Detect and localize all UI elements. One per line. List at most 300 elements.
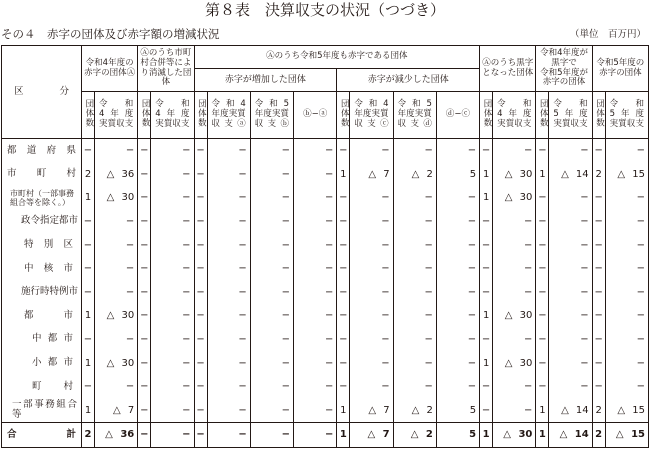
cell-count: −: [138, 375, 151, 399]
cell-amount: △ 7: [350, 399, 393, 423]
cell-count: −: [592, 139, 605, 163]
cell-amount: −: [393, 304, 436, 328]
cell-count: −: [337, 351, 350, 375]
cell-amount: −: [549, 186, 592, 210]
cell-amount: −: [207, 233, 250, 257]
table-row: [2, 139, 649, 163]
cell-amount: −: [151, 186, 194, 210]
col-header-text: 団体数: [339, 98, 350, 128]
row-label-text: 中核市: [24, 262, 73, 274]
row-label-text: 都市: [24, 309, 73, 321]
cell-amount: △ 2: [393, 423, 436, 448]
cell-amount: −: [436, 375, 479, 399]
cell-amount: −: [436, 257, 479, 281]
cell-amount: −: [207, 139, 250, 163]
cell-amount: −: [294, 186, 337, 210]
group-header-still-deficit: Ⓐのうち令和5年度も赤字である団体: [194, 46, 480, 69]
cell-amount: −: [250, 139, 293, 163]
cell-amount: −: [250, 328, 293, 352]
cell-count: 1: [480, 163, 493, 187]
group-header-deficit-r5: 令和5年度の 赤字の団体: [592, 46, 648, 92]
cell-amount: −: [350, 257, 393, 281]
cell-count: 2: [592, 163, 605, 187]
col-header-text: 令和4 年度実質 収支ⓐ: [211, 99, 246, 129]
cell-amount: −: [207, 351, 250, 375]
row-label: [2, 257, 82, 281]
cell-amount: −: [294, 257, 337, 281]
cell-amount: −: [393, 351, 436, 375]
cell-amount: −: [436, 351, 479, 375]
cell-amount: −: [294, 304, 337, 328]
cell-amount: −: [350, 139, 393, 163]
cell-amount: −: [294, 375, 337, 399]
cell-count: 1: [82, 304, 95, 328]
row-label: [2, 210, 82, 234]
cell-count: −: [337, 375, 350, 399]
cell-amount: −: [294, 139, 337, 163]
cell-amount: −: [605, 139, 648, 163]
row-label-text: 一部事務組合等: [12, 398, 77, 421]
row-label: [2, 139, 82, 163]
cell-amount: −: [250, 233, 293, 257]
cell-amount: −: [493, 257, 536, 281]
cell-count: −: [536, 375, 549, 399]
cell-count: −: [138, 233, 151, 257]
cell-count: −: [82, 257, 95, 281]
cell-amount: −: [549, 351, 592, 375]
cell-count: 1: [337, 423, 350, 448]
row-label: [2, 163, 82, 187]
table-subtitle: その４ 赤字の団体及び赤字額の増減状況: [1, 27, 220, 41]
cell-amount: −: [95, 281, 138, 305]
cell-count: −: [480, 233, 493, 257]
col-header-amount: [151, 92, 194, 139]
col-header-count: [592, 92, 605, 139]
cell-amount: △ 36: [95, 163, 138, 187]
col-header-amount: [250, 92, 293, 139]
cell-amount: −: [605, 281, 648, 305]
cell-count: −: [592, 210, 605, 234]
cell-amount: −: [605, 375, 648, 399]
row-label: [2, 328, 82, 352]
cell-count: −: [337, 281, 350, 305]
cell-count: −: [194, 163, 207, 187]
cell-amount: −: [151, 375, 194, 399]
cell-amount: −: [95, 257, 138, 281]
col-header-text: 令和4 年度実質 収支ⓒ: [354, 99, 389, 129]
col-header-count: [194, 92, 207, 139]
col-header-text: 団体数: [538, 98, 549, 128]
cell-count: −: [480, 328, 493, 352]
cell-count: −: [480, 281, 493, 305]
cell-amount: −: [95, 233, 138, 257]
group-header-turned-surplus: Ⓐのうち黒字 となった団体: [480, 46, 536, 92]
cell-amount: △ 15: [605, 399, 648, 423]
row-label-text: 政令指定都市: [21, 215, 79, 227]
cell-count: 1: [82, 399, 95, 423]
cell-count: −: [194, 186, 207, 210]
cell-count: −: [194, 351, 207, 375]
cell-amount: −: [250, 257, 293, 281]
col-header-text: 令和 5年度 実質収支: [553, 99, 588, 129]
col-header-text: 令和 4年度 実質収支: [155, 99, 190, 129]
col-header-text: 令和 4年度 実質収支: [99, 99, 134, 129]
row-label-text: 都道府県: [7, 144, 76, 156]
table-row: [2, 257, 649, 281]
cell-count: −: [592, 375, 605, 399]
cell-amount: −: [393, 210, 436, 234]
cell-amount: −: [151, 163, 194, 187]
subgroup-header-increase: 赤字が増加した団体: [194, 69, 337, 92]
cell-amount: −: [250, 375, 293, 399]
cell-count: 1: [480, 304, 493, 328]
cell-count: −: [194, 281, 207, 305]
cell-count: −: [337, 328, 350, 352]
cell-amount: −: [250, 304, 293, 328]
cell-amount: △ 14: [549, 163, 592, 187]
cell-amount: −: [350, 375, 393, 399]
cell-amount: −: [294, 281, 337, 305]
cell-count: 1: [480, 423, 493, 448]
cell-count: 1: [536, 423, 549, 448]
row-label: [2, 351, 82, 375]
cell-amount: −: [549, 233, 592, 257]
col-header-text: 団体数: [196, 98, 207, 128]
cell-count: −: [592, 351, 605, 375]
row-label: [2, 281, 82, 305]
cell-count: 1: [480, 351, 493, 375]
cell-count: −: [536, 351, 549, 375]
cell-count: −: [194, 328, 207, 352]
cell-count: −: [480, 257, 493, 281]
col-header-count: [337, 92, 350, 139]
row-label: [2, 423, 82, 448]
cell-amount: −: [605, 257, 648, 281]
cell-amount: △ 15: [605, 423, 648, 448]
col-header-count: [82, 92, 95, 139]
cell-count: −: [592, 257, 605, 281]
cell-amount: △ 30: [493, 163, 536, 187]
cell-count: 2: [592, 423, 605, 448]
cell-amount: −: [436, 186, 479, 210]
cell-amount: −: [549, 304, 592, 328]
cell-amount: −: [151, 233, 194, 257]
cell-count: −: [480, 139, 493, 163]
cell-count: −: [536, 139, 549, 163]
cell-count: 2: [82, 163, 95, 187]
col-header-text: 団体数: [594, 98, 605, 128]
cell-amount: −: [393, 375, 436, 399]
col-header-text: 団体数: [83, 98, 94, 128]
cell-amount: −: [549, 139, 592, 163]
table-row: [2, 423, 649, 448]
cell-count: −: [337, 210, 350, 234]
cell-amount: −: [250, 351, 293, 375]
cell-amount: △ 14: [549, 399, 592, 423]
row-label-text: 合計: [7, 428, 76, 440]
cell-count: 2: [82, 423, 95, 448]
cell-amount: −: [250, 423, 293, 448]
cell-amount: −: [294, 399, 337, 423]
cell-amount: −: [605, 351, 648, 375]
cell-count: −: [138, 304, 151, 328]
cell-amount: −: [250, 210, 293, 234]
cell-amount: −: [605, 233, 648, 257]
cell-amount: −: [393, 139, 436, 163]
row-label: [2, 375, 82, 399]
cell-amount: −: [151, 304, 194, 328]
cell-amount: −: [207, 304, 250, 328]
group-header-new-deficit: 令和4年度が 黒字で 令和5年度が 赤字の団体: [536, 46, 592, 92]
col-header-amount: [207, 92, 250, 139]
cell-count: −: [480, 399, 493, 423]
col-header-amount: [95, 92, 138, 139]
unit-note: （単位 百万円）: [569, 29, 646, 40]
cell-amount: △ 30: [95, 186, 138, 210]
col-header-text: 令和5 年度実質 収支ⓓ: [397, 99, 432, 129]
cell-amount: −: [95, 328, 138, 352]
table-row: [2, 163, 649, 187]
cell-amount: △ 14: [549, 423, 592, 448]
cell-count: −: [536, 257, 549, 281]
cell-count: 2: [592, 399, 605, 423]
cell-amount: −: [493, 139, 536, 163]
cell-amount: −: [350, 281, 393, 305]
row-header-text: 区分: [14, 85, 69, 97]
cell-amount: −: [493, 328, 536, 352]
cell-amount: −: [605, 304, 648, 328]
cell-amount: △ 30: [493, 423, 536, 448]
cell-count: −: [337, 186, 350, 210]
cell-amount: −: [436, 233, 479, 257]
cell-amount: △ 7: [350, 423, 393, 448]
cell-amount: −: [493, 375, 536, 399]
cell-amount: −: [151, 399, 194, 423]
cell-amount: −: [207, 375, 250, 399]
table-row: [2, 210, 649, 234]
cell-amount: △ 7: [350, 163, 393, 187]
cell-amount: △ 30: [493, 186, 536, 210]
cell-amount: −: [95, 375, 138, 399]
cell-amount: −: [250, 281, 293, 305]
cell-count: −: [337, 233, 350, 257]
cell-count: −: [138, 139, 151, 163]
cell-amount: −: [605, 328, 648, 352]
cell-amount: −: [350, 233, 393, 257]
cell-amount: −: [95, 139, 138, 163]
cell-count: −: [592, 281, 605, 305]
cell-amount: △ 30: [95, 351, 138, 375]
table-row: [2, 281, 649, 305]
row-label-text: 市町村（一部事務組合等を除く。）: [10, 188, 74, 207]
col-header-text: 団体数: [482, 98, 492, 128]
cell-amount: −: [151, 281, 194, 305]
cell-amount: −: [549, 375, 592, 399]
col-header-text: 令和 5年度 実質収支: [609, 99, 644, 129]
cell-count: −: [536, 328, 549, 352]
cell-count: −: [138, 281, 151, 305]
cell-amount: −: [393, 233, 436, 257]
cell-amount: −: [250, 186, 293, 210]
col-header-text: 令和5 年度実質 収支ⓑ: [254, 99, 290, 129]
cell-count: −: [337, 257, 350, 281]
table-row: [2, 233, 649, 257]
cell-amount: −: [294, 233, 337, 257]
group-header-deficit-r4: 令和4年度の 赤字の団体Ⓐ: [82, 46, 138, 92]
cell-amount: −: [294, 210, 337, 234]
cell-amount: −: [549, 257, 592, 281]
cell-amount: −: [350, 304, 393, 328]
cell-amount: −: [350, 210, 393, 234]
cell-count: −: [536, 186, 549, 210]
table-row: [2, 186, 649, 210]
cell-count: 1: [536, 399, 549, 423]
cell-amount: −: [294, 328, 337, 352]
cell-count: 1: [82, 186, 95, 210]
cell-amount: 5: [436, 399, 479, 423]
cell-amount: −: [436, 304, 479, 328]
cell-amount: −: [207, 210, 250, 234]
cell-amount: −: [207, 328, 250, 352]
deficit-table: [1, 45, 649, 448]
col-header-amount: [350, 92, 393, 139]
row-header: [2, 46, 82, 139]
col-header-amount: [393, 92, 436, 139]
cell-amount: −: [493, 281, 536, 305]
col-header-text: 団体数: [140, 98, 151, 128]
cell-amount: −: [207, 281, 250, 305]
cell-count: −: [592, 304, 605, 328]
cell-amount: △ 30: [95, 304, 138, 328]
row-label-text: 市町村: [7, 168, 76, 180]
cell-amount: −: [493, 210, 536, 234]
cell-amount: △ 15: [605, 163, 648, 187]
cell-count: −: [138, 163, 151, 187]
cell-count: −: [194, 375, 207, 399]
cell-amount: −: [350, 351, 393, 375]
cell-count: 1: [82, 351, 95, 375]
row-label: [2, 233, 82, 257]
cell-count: −: [536, 210, 549, 234]
cell-amount: −: [151, 423, 194, 448]
cell-count: −: [337, 139, 350, 163]
cell-amount: −: [493, 233, 536, 257]
table-header: [2, 46, 649, 139]
cell-count: −: [480, 210, 493, 234]
table-row: [2, 351, 649, 375]
cell-amount: −: [151, 328, 194, 352]
cell-amount: −: [393, 281, 436, 305]
cell-count: −: [194, 233, 207, 257]
cell-amount: 5: [436, 423, 479, 448]
cell-count: −: [536, 281, 549, 305]
cell-count: −: [82, 375, 95, 399]
cell-amount: −: [207, 257, 250, 281]
cell-amount: −: [151, 139, 194, 163]
cell-count: −: [194, 423, 207, 448]
cell-count: −: [138, 328, 151, 352]
cell-count: 1: [536, 163, 549, 187]
cell-amount: △ 7: [95, 399, 138, 423]
cell-count: −: [82, 233, 95, 257]
cell-count: −: [194, 399, 207, 423]
cell-count: −: [536, 304, 549, 328]
table-row: [2, 399, 649, 423]
cell-amount: −: [207, 423, 250, 448]
cell-count: −: [194, 210, 207, 234]
row-label-text: 施行時特例市: [21, 286, 79, 298]
cell-amount: −: [436, 139, 479, 163]
col-header-amount: [605, 92, 648, 139]
cell-amount: −: [151, 210, 194, 234]
col-header-amount: [493, 92, 536, 139]
table-row: [2, 304, 649, 328]
cell-count: −: [82, 139, 95, 163]
cell-count: −: [138, 351, 151, 375]
cell-count: −: [138, 210, 151, 234]
row-label-text: 小都市: [32, 356, 73, 368]
cell-amount: −: [207, 186, 250, 210]
cell-count: −: [138, 186, 151, 210]
cell-amount: −: [294, 351, 337, 375]
cell-amount: −: [605, 210, 648, 234]
cell-amount: −: [436, 281, 479, 305]
cell-count: −: [194, 304, 207, 328]
cell-amount: −: [393, 186, 436, 210]
row-label-text: 町村: [32, 380, 73, 392]
col-header-difference: ⓑ−ⓐ: [294, 92, 337, 139]
cell-count: −: [138, 399, 151, 423]
cell-amount: △ 2: [393, 163, 436, 187]
cell-amount: −: [393, 328, 436, 352]
cell-amount: −: [436, 210, 479, 234]
cell-count: −: [592, 186, 605, 210]
cell-amount: −: [549, 328, 592, 352]
col-header-count: [536, 92, 549, 139]
col-header-count: [138, 92, 151, 139]
row-label: [2, 304, 82, 328]
cell-amount: △ 30: [493, 351, 536, 375]
cell-amount: −: [549, 210, 592, 234]
cell-count: −: [592, 233, 605, 257]
page-title: 第８表 決算収支の状況（つづき）: [204, 1, 445, 19]
cell-amount: −: [250, 399, 293, 423]
cell-count: −: [194, 139, 207, 163]
cell-count: −: [82, 328, 95, 352]
cell-amount: −: [350, 328, 393, 352]
cell-count: −: [592, 328, 605, 352]
cell-count: −: [536, 233, 549, 257]
table-row: [2, 328, 649, 352]
row-label: [2, 186, 82, 210]
table-body: [2, 139, 649, 448]
cell-count: 1: [480, 186, 493, 210]
cell-count: 1: [337, 399, 350, 423]
cell-amount: △ 36: [95, 423, 138, 448]
cell-amount: −: [350, 186, 393, 210]
cell-amount: −: [207, 399, 250, 423]
cell-count: −: [194, 257, 207, 281]
cell-amount: 5: [436, 163, 479, 187]
col-header-count: [480, 92, 493, 139]
cell-amount: △ 2: [393, 399, 436, 423]
cell-amount: △ 30: [493, 304, 536, 328]
cell-amount: −: [250, 163, 293, 187]
col-header-difference: ⓓ−ⓒ: [436, 92, 479, 139]
cell-count: −: [337, 304, 350, 328]
cell-amount: −: [393, 257, 436, 281]
cell-amount: −: [207, 163, 250, 187]
